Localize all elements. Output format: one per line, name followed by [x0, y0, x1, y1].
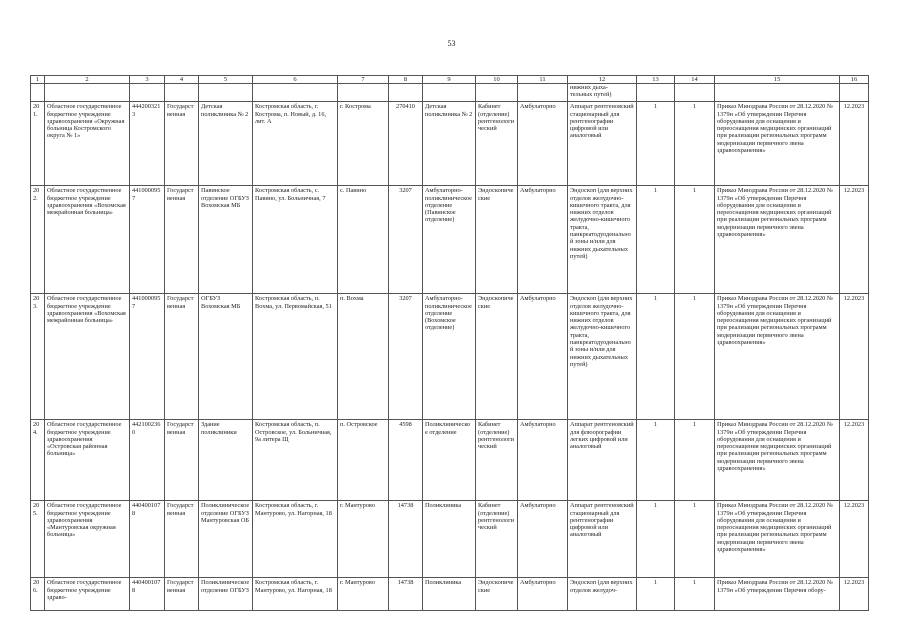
table-cell-c7: г. Мантурово: [338, 501, 389, 578]
table-cell-c15: Приказ Минздрава России от 28.12.2020 № 1379н «Об утверждении Перечня оборудования для оснащения и переоснащения медицинских организаций при реализации региональных программ модернизации первичного звена здравоохранения»: [715, 102, 840, 186]
table-row: [31, 102, 869, 186]
table-cell-c13: 1: [637, 420, 675, 501]
table-cell-c6: Костромская область, с. Павино, ул. Больничная, 7: [253, 186, 338, 294]
column-header: 4: [165, 76, 199, 84]
column-header: 6: [253, 76, 338, 84]
table-cell-c6: Костромская область, г. Кострома, п. Новый, д. 16, лит. А: [253, 102, 338, 186]
table-cell-c7: п. Островское: [338, 420, 389, 501]
table-cell-c3: 4442003213: [130, 102, 165, 186]
equipment-table: [30, 75, 869, 611]
table-cell-c8: 3207: [389, 294, 423, 420]
table-cell-c13: 1: [637, 294, 675, 420]
table-cell-c16: 12.2023: [840, 102, 869, 186]
table-cell-c12: Эндоскоп (для верхних отделов желудоч-: [568, 578, 637, 611]
table-cell-c6: Костромская область, п. Вохма, ул. Первомайская, 51: [253, 294, 338, 420]
table-cell-c8: 14738: [389, 578, 423, 611]
table-cell-c1: 206.: [31, 578, 45, 611]
table-cell-c15: Приказ Минздрава России от 28.12.2020 № 1379н «Об утверждении Перечня оборудования для оснащения и переоснащения медицинских организаций при реализации региональных программ модернизации первичного звена здравоохранения»: [715, 420, 840, 501]
table-cell-c2: Областное государственное бюджетное учреждение здравоохранения «Вохомская межрайонная больница»: [45, 294, 130, 420]
table-cell-c4: Государственная: [165, 102, 199, 186]
table-cell-c1: 203.: [31, 294, 45, 420]
table-cell-c1: 205.: [31, 501, 45, 578]
table-cell-c2: Областное государственное бюджетное учреждение здраво-: [45, 578, 130, 611]
table-cell-c6: Костромская область, г. Мантурово, ул. Нагорная, 18: [253, 578, 338, 611]
table-cell-c5: Здание поликлиники: [199, 420, 253, 501]
table-cell-c12: Эндоскоп (для верхних отделов желудочно-кишечного тракта, для нижних отделов желудочно-кишечного тракта, панкреатодуоденальной зоны и/или для нижних дыхательных путей): [568, 294, 637, 420]
table-cell-c10: Кабинет (отделение) рентгенологический: [476, 420, 518, 501]
continuation-cell: нижних дыха- тельных путей): [568, 84, 637, 102]
table-cell-c10: Кабинет (отделение) рентгенологический: [476, 501, 518, 578]
table-cell-c15: Приказ Минздрава России от 28.12.2020 № 1379н «Об утверждении Перечня оборудования для оснащения и переоснащения медицинских организаций при реализации региональных программ модернизации первичного звена здравоохранения»: [715, 186, 840, 294]
table-cell-c14: 1: [675, 186, 715, 294]
table-cell-c14: 1: [675, 578, 715, 611]
table-cell-c8: 14738: [389, 501, 423, 578]
table-cell-c6: Костромская область, п. Островское, ул. Больничная, 9а литера Щ: [253, 420, 338, 501]
table-cell-c8: 3207: [389, 186, 423, 294]
table-cell-c11: Амбулаторно: [518, 578, 568, 611]
table-cell-c11: Амбулаторно: [518, 102, 568, 186]
table-cell-c12: Эндоскоп (для верхних отделов желудочно-кишечного тракта, для нижних отделов желудочно-кишечного тракта, панкреатодуоденальной зоны и/или для нижних дыхательных путей): [568, 186, 637, 294]
table-cell-c14: 1: [675, 294, 715, 420]
table-cell-c2: Областное государственное бюджетное учреждение здравоохранения «Островская районная больница»: [45, 420, 130, 501]
table-cell-c10: Эндоскопические: [476, 186, 518, 294]
table-cell-c7: г. Кострома: [338, 102, 389, 186]
table-cell-c4: Государственная: [165, 420, 199, 501]
table-cell-c9: Амбулаторно-поликлиническое отделение (Вохомское отделение): [423, 294, 476, 420]
table-cell-c14: 1: [675, 501, 715, 578]
table-cell-c5: Павинское отделение ОГБУЗ Вохомская МБ: [199, 186, 253, 294]
table-cell-c11: Амбулаторно: [518, 294, 568, 420]
table-cell-c3: 4421002360: [130, 420, 165, 501]
table-cell-c7: п. Вохма: [338, 294, 389, 420]
column-header: 15: [715, 76, 840, 84]
table-cell-c4: Государственная: [165, 186, 199, 294]
column-header: 14: [675, 76, 715, 84]
table-cell-c12: Аппарат рентгеновский для флюорографии легких цифровой или аналоговый: [568, 420, 637, 501]
table-cell-c3: 4410000957: [130, 294, 165, 420]
table-cell-c3: 4404001078: [130, 501, 165, 578]
table-cell-c12: Аппарат рентгеновский стационарный для рентгенографии цифровой или аналоговый: [568, 102, 637, 186]
table-cell-c10: Эндоскопические: [476, 294, 518, 420]
table-cell-c11: Амбулаторно: [518, 186, 568, 294]
table-cell-c1: 202.: [31, 186, 45, 294]
table-cell-c15: Приказ Минздрава России от 28.12.2020 № 1379н «Об утверждении Перечня обору-: [715, 578, 840, 611]
table-cell-c8: 4598: [389, 420, 423, 501]
header-row: [31, 76, 869, 84]
table-cell-c6: Костромская область, г. Мантурово, ул. Нагорная, 18: [253, 501, 338, 578]
column-header: 10: [476, 76, 518, 84]
table-cell-c4: Государственная: [165, 501, 199, 578]
page-number: 53: [447, 39, 456, 48]
table-cell-c3: 4410000957: [130, 186, 165, 294]
column-header: 2: [45, 76, 130, 84]
table-cell-c13: 1: [637, 186, 675, 294]
column-header: 13: [637, 76, 675, 84]
table-cell-c5: Поликлиническое отделение ОГБУЗ: [199, 578, 253, 611]
table-cell-c16: 12.2023: [840, 420, 869, 501]
table-row: [31, 420, 869, 501]
table-cell-c7: г. Мантурово: [338, 578, 389, 611]
table-cell-c16: 12.2023: [840, 294, 869, 420]
table-cell-c1: 201.: [31, 102, 45, 186]
table-cell-c14: 1: [675, 102, 715, 186]
table-row: [31, 294, 869, 420]
table-cell-c2: Областное государственное бюджетное учреждение здравоохранения «Вохомская межрайонная больница»: [45, 186, 130, 294]
table-cell-c1: 204.: [31, 420, 45, 501]
table-cell-c3: 4404001078: [130, 578, 165, 611]
table-row: [31, 501, 869, 578]
table-cell-c11: Амбулаторно: [518, 420, 568, 501]
table-row: [31, 186, 869, 294]
table-cell-c2: Областное государственное бюджетное учреждение здравоохранения «Окружная больница Костромского округа № 1»: [45, 102, 130, 186]
column-header: 12: [568, 76, 637, 84]
column-header: 9: [423, 76, 476, 84]
table-cell-c9: Поликлиника: [423, 501, 476, 578]
column-header: 8: [389, 76, 423, 84]
table-cell-c9: Амбулаторно-поликлиническое отделение (Павинское отделение): [423, 186, 476, 294]
column-header: 11: [518, 76, 568, 84]
table-cell-c13: 1: [637, 578, 675, 611]
table-cell-c10: Эндоскопические: [476, 578, 518, 611]
table-cell-c16: 12.2023: [840, 501, 869, 578]
table-cell-c12: Аппарат рентгеновский стационарный для рентгенографии цифровой или аналоговый: [568, 501, 637, 578]
table-cell-c9: Поликлиническое отделение: [423, 420, 476, 501]
table-row: [31, 578, 869, 611]
table-cell-c7: с. Павино: [338, 186, 389, 294]
table-cell-c14: 1: [675, 420, 715, 501]
table-cell-c8: 270410: [389, 102, 423, 186]
column-header: 7: [338, 76, 389, 84]
continuation-row: [31, 84, 869, 102]
table-cell-c10: Кабинет (отделение) рентгенологический: [476, 102, 518, 186]
table-cell-c13: 1: [637, 501, 675, 578]
table-cell-c5: Детская поликлиника № 2: [199, 102, 253, 186]
table-cell-c4: Государственная: [165, 578, 199, 611]
table-cell-c5: ОГБУЗ Вохомская МБ: [199, 294, 253, 420]
table-cell-c16: 12.2023: [840, 186, 869, 294]
table-cell-c11: Амбулаторно: [518, 501, 568, 578]
column-header: 5: [199, 76, 253, 84]
table-cell-c9: Детская поликлиника № 2: [423, 102, 476, 186]
table-cell-c13: 1: [637, 102, 675, 186]
column-header: 3: [130, 76, 165, 84]
column-header: 1: [31, 76, 45, 84]
column-header: 16: [840, 76, 869, 84]
table-cell-c15: Приказ Минздрава России от 28.12.2020 № 1379н «Об утверждении Перечня оборудования для оснащения и переоснащения медицинских организаций при реализации региональных программ модернизации первичного звена здравоохранения»: [715, 501, 840, 578]
table-cell-c15: Приказ Минздрава России от 28.12.2020 № 1379н «Об утверждении Перечня оборудования для оснащения и переоснащения медицинских организаций при реализации региональных программ модернизации первичного звена здравоохранения»: [715, 294, 840, 420]
table-cell-c2: Областное государственное бюджетное учреждение здравоохранения «Мантуровская окружная больница»: [45, 501, 130, 578]
table-cell-c16: 12.2023: [840, 578, 869, 611]
table-cell-c5: Поликлиническое отделение ОГБУЗ Мантуровская ОБ: [199, 501, 253, 578]
table-cell-c4: Государственная: [165, 294, 199, 420]
table-cell-c9: Поликлиника: [423, 578, 476, 611]
